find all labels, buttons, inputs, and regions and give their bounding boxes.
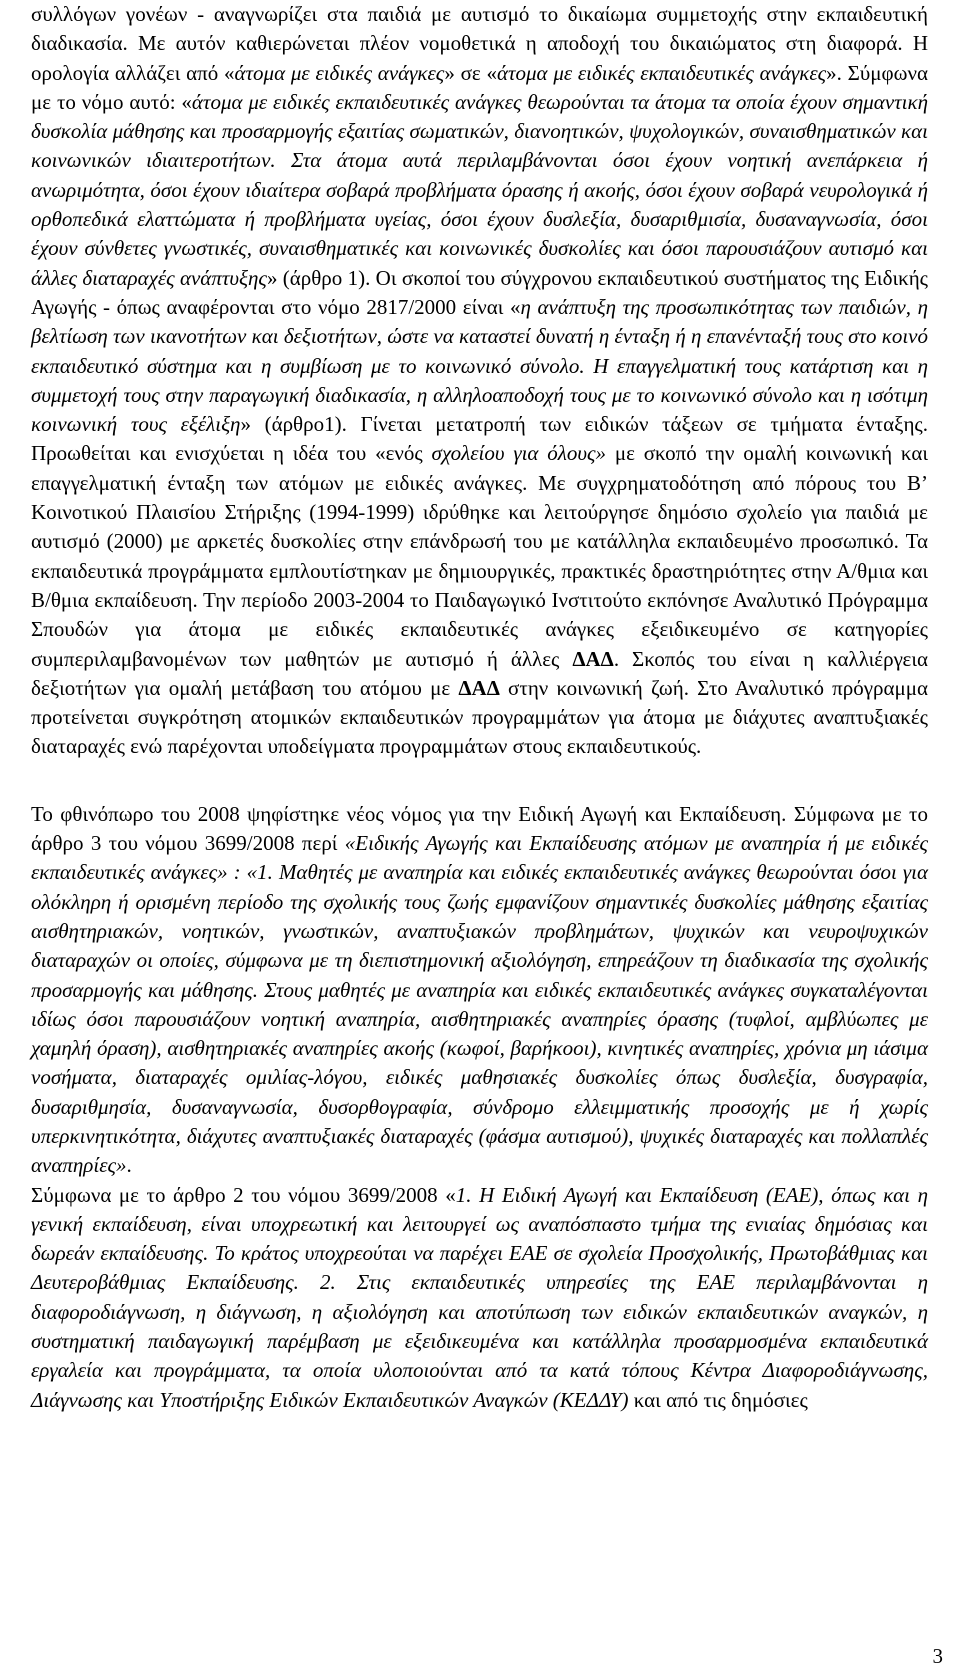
text-run: ». Σύμφωνα με το νόμο αυτό: « — [31, 60, 928, 114]
document-page — [31, 0, 928, 1415]
text-run: συλλόγων γονέων - αναγνωρίζει στα παιδιά με αυτισμό το δικαίωμα συμμετοχής στην εκπαιδευτική διαδικασία. Με αυτόν καθιερώνεται πλέον νομοθετικά η αποδοχή του δικαιώματος στη διαφορά. Η ορολογία αλλάζει από « — [31, 2, 928, 85]
text-run-italic: σχολείου για όλους» — [431, 441, 607, 466]
text-run: Σύμφωνα με το άρθρο 2 του νόμου 3699/2008 « — [31, 1182, 456, 1207]
paragraph-3 — [31, 1181, 928, 1415]
text-run-bold: ΔΑΔ — [458, 675, 500, 700]
paragraph-1 — [31, 0, 928, 762]
text-run: » (άρθρο 1). Οι σκοποί του σύγχρονου εκπαιδευτικού συστήματος της Ειδικής Αγωγής - όπως αναφέρονται στο νόμο 2817/2000 είναι « — [31, 265, 928, 319]
page-number: 3 — [932, 1644, 943, 1668]
text-run: . Σκοπός του είναι η καλλιέργεια δεξιοτήτων για ομαλή μετάβαση του ατόμου με — [31, 646, 928, 700]
text-run: και από τις δημόσιες — [628, 1387, 808, 1412]
text-run: Το φθινόπωρο του 2008 ψηφίστηκε νέος νόμος για την Ειδική Αγωγή και Εκπαίδευση. Σύμφωνα με το άρθρο 3 του νόμου 3699/2008 περί — [31, 801, 928, 856]
paragraph-2 — [31, 800, 928, 1181]
text-run-italic: άτομα με ειδικές εκπαιδευτικές ανάγκες θεωρούνται τα άτομα τα οποία έχουν σημαντική δυσκολία μάθησης και προσαρμογής εξαιτίας σωματικών, διανοητικών, ψυχολογικών, συναισθηματικών και κοινωνικών ιδιαιτεροτήτων. Στα άτομα αυτά περιλαμβάνονται όσοι έχουν νοητική ανεπάρκεια ή ανωριμότητα, όσοι έχουν ιδιαίτερα σοβαρά προβλήματα όρασης ή ακοής, όσοι έχουν σοβαρά νευρολογικά ή ορθοπεδικά ελαττώματα ή προβλήματα υγείας, όσοι έχουν δυσλεξία, δυσαριθμισία, δυσαναγνωσία, όσοι έχουν σύνθετες γνωστικές, συναισθηματικές και κοινωνικές δυσκολίες και όσοι παρουσιάζουν αυτισμό και άλλες διαταραχές ανάπτυξης — [31, 89, 928, 290]
text-run: » σε « — [444, 60, 497, 85]
text-run-bold: ΔΑΔ — [572, 646, 614, 671]
text-run: με σκοπό την ομαλή κοινωνική και επαγγελματική ένταξη των ατόμων με ειδικές ανάγκες. Με συγχρηματοδότηση από πόρους του Β’ Κοινοτικού Πλαισίου Στήριξης (1994-1999) ιδρύθηκε και λειτούργησε δημόσιο σχολείο για παιδιά με αυτισμό (2000) με αρκετές δυσκολίες στην επάνδρωσή του με κατάλληλα εκπαιδευμένο προσωπικό. Τα εκπαιδευτικά προγράμματα εμπλουτίστηκαν με δημιουργικές, πρακτικές δραστηριότητες στην Α/θμια και Β/θμια εκπαίδευση. Την περίοδο 2003-2004 το Παιδαγωγικό Ινστιτούτο εκπόνησε Αναλυτικό Πρόγραμμα Σπουδών για άτομα με ειδικές εκπαιδευτικές ανάγκες εξειδικευμένο σε κατηγορίες συμπεριλαμβανομένων των μαθητών με αυτισμό ή άλλες — [31, 441, 928, 671]
text-run-italic: η ανάπτυξη της προσωπικότητας των παιδιών, η βελτίωση των ικανοτήτων και δεξιοτήτων, ώστε να καταστεί δυνατή η ένταξη ή η επανένταξή τους στο κοινό εκπαιδευτικό σύστημα και η συμβίωση με το κοινωνικό σύνολο. Η επαγγελματική τους κατάρτιση και η συμμετοχή τους στην παραγωγική διαδικασία, η αλληλοαποδοχή τους με το κοινωνικό σύνολο και η ισότιμη κοινωνική τους εξέλιξη — [31, 294, 928, 437]
text-run: . — [126, 1153, 132, 1178]
text-run-italic: «Ειδικής Αγωγής και Εκπαίδευσης ατόμων με αναπηρία ή με ειδικές εκπαιδευτικές ανάγκες» : «1. Μαθητές με αναπηρία και ειδικές εκπαιδευτικές ανάγκες θεωρούνται όσοι για ολόκληρη ή ορισμένη περίοδο της σχολικής τους ζωής εμφανίζουν σημαντικές δυσκολίες μάθησης εξαιτίας αισθητηριακών, νοητικών, γνωστικών, αναπτυξιακών προβλημάτων, ψυχικών και νευροψυχικών διαταραχών οι οποίες, σύμφωνα με τη διεπιστημονική αξιολόγηση, επηρεάζουν τη διαδικασία της σχολικής προσαρμογής και μάθησης. Στους μαθητές με αναπηρία και ειδικές εκπαιδευτικές ανάγκες συγκαταλέγονται ιδίως όσοι παρουσιάζουν νοητική αναπηρία, αισθητηριακές αναπηρίες όρασης (τυφλοί, αμβλύωπες με χαμηλή όραση), αισθητηριακές αναπηρίες ακοής (κωφοί, βαρήκοοι), κινητικές αναπηρίες, χρόνια μη ιάσιμα νοσήματα, διαταραχές ομιλίας-λόγου, ειδικές μαθησιακές δυσκολίες όπως δυσλεξία, δυσγραφία, δυσαριθμησία, δυσαναγνωσία, δυσορθογραφία, σύνδρομο ελλειμματικής προσοχής με ή χωρίς υπερκινητικότητα, διάχυτες αναπτυξιακές διαταραχές (φάσμα αυτισμού), ψυχικές διαταραχές και πολλαπλές αναπηρίες» — [31, 831, 928, 1178]
text-run-italic: άτομα με ειδικές εκπαιδευτικές ανάγκες — [496, 60, 827, 85]
paragraph-gap — [31, 762, 928, 800]
text-run: στην κοινωνική ζωή. Στο Αναλυτικό πρόγραμμα προτείνεται συγκρότηση ατομικών εκπαιδευτικών προγραμμάτων για άτομα με διάχυτες αναπτυξιακές διαταραχές ενώ παρέχονται υποδείγματα προγραμμάτων στους εκπαιδευτικούς. — [31, 675, 928, 759]
text-run-italic: 1. Η Ειδική Αγωγή και Εκπαίδευση (ΕΑΕ), όπως και η γενική εκπαίδευση, είναι υποχρεωτική και λειτουργεί ως αναπόσπαστο τμήμα της ενιαίας δημόσιας και δωρεάν εκπαίδευσης. Το κράτος υποχρεούται να παρέχει ΕΑΕ σε σχολεία Προσχολικής, Πρωτοβάθμιας και Δευτεροβάθμιας Εκπαίδευσης. 2. Στις εκπαιδευτικές υπηρεσίες της ΕΑΕ περιλαμβάνονται η διαφοροδιάγνωση, η διάγνωση, η αξιολόγηση και αποτύπωση των ειδικών εκπαιδευτικών αναγκών, η συστηματική παιδαγωγική παρέμβαση με εξειδικευμένα και κατάλληλα προσαρμοσμένα εκπαιδευτικά εργαλεία και προγράμματα, τα οποία υλοποιούνται από τα κατά τόπους Κέντρα Διαφοροδιάγνωσης, Διάγνωσης και Υποστήριξης Ειδικών Εκπαιδευτικών Αναγκών (ΚΕΔΔΥ) — [31, 1182, 928, 1412]
text-run-italic: άτομα με ειδικές ανάγκες — [234, 60, 445, 85]
text-run: » (άρθρο1). Γίνεται μετατροπή των ειδικών τάξεων σε τμήματα ένταξης. Προωθείται και ενισχύεται η ιδέα του «ενός — [31, 412, 928, 466]
